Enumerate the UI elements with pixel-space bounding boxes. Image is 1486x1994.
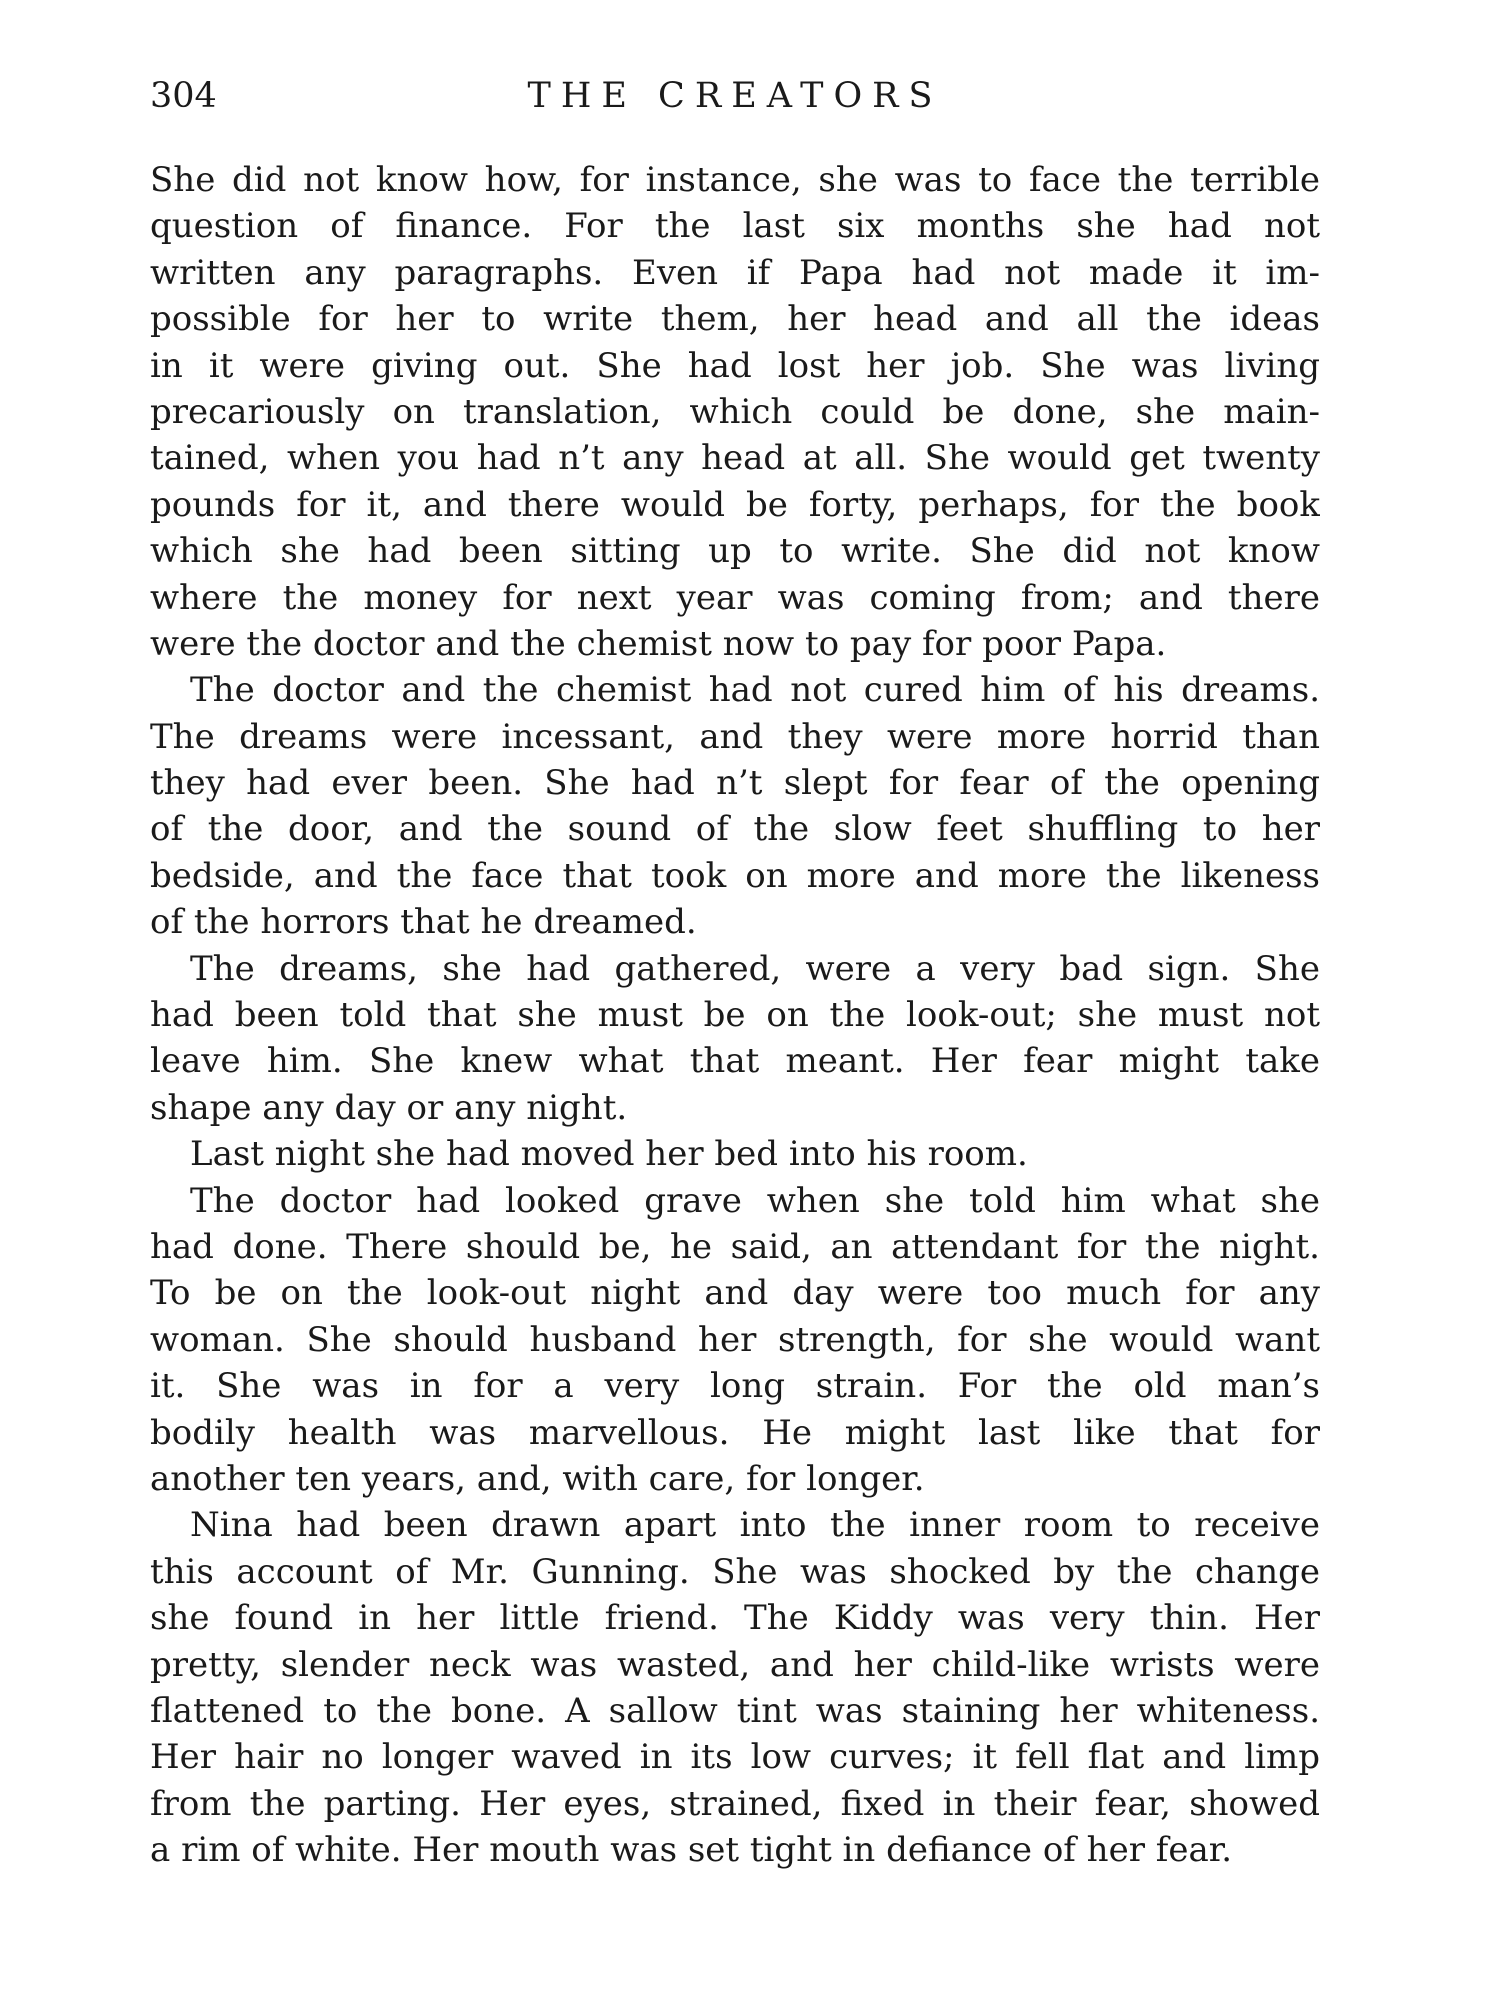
text-line: woman. She should husband her strength, for she would want [150, 1319, 1320, 1360]
text-line: were the doctor and the chemist now to pay for poor Papa. [150, 623, 1167, 664]
text-line: had done. There should be, he said, an attendant for the night. [150, 1226, 1320, 1267]
text-line: which she had been sitting up to write. She did not know [150, 531, 1320, 572]
text-line: The doctor and the chemist had not cured him of his dreams. [190, 670, 1320, 711]
page-number: 304 [150, 76, 217, 116]
text-line: of the door, and the sound of the slow feet shuffling to her [150, 809, 1320, 850]
text-line: bodily health was marvellous. He might last like that for [150, 1412, 1320, 1453]
text-line: flattened to the bone. A sallow tint was staining her whiteness. [150, 1690, 1320, 1731]
text-line: Her hair no longer waved in its low curves; it fell flat and limp [150, 1737, 1320, 1778]
paragraph [150, 157, 1320, 667]
paragraph [150, 1178, 1320, 1503]
text-line: The doctor had looked grave when she told him what she [190, 1180, 1320, 1221]
text-line: She did not know how, for instance, she was to face the terrible [150, 160, 1320, 200]
text-line: had been told that she must be on the look-out; she must not [150, 995, 1320, 1036]
text-line: pretty, slender neck was wasted, and her child-like wrists were [150, 1644, 1320, 1685]
text-line: possible for her to write them, her head and all the ideas [150, 299, 1320, 340]
text-line: The dreams, she had gathered, were a very bad sign. She [190, 948, 1320, 989]
text-line: Nina had been drawn apart into the inner room to receive [190, 1505, 1320, 1546]
text-line: this account of Mr. Gunning. She was shocked by the change [150, 1551, 1320, 1592]
text-line: written any paragraphs. Even if Papa had not made it im- [150, 252, 1320, 293]
text-line: pounds for it, and there would be forty, perhaps, for the book [150, 484, 1320, 525]
text-line: bedside, and the face that took on more and more the likeness [150, 855, 1320, 896]
text-line: a rim of white. Her mouth was set tight in defiance of her fear. [150, 1830, 1233, 1871]
text-line: precariously on translation, which could be done, she main- [150, 391, 1320, 432]
text-line: another ten years, and, with care, for longer. [150, 1458, 925, 1499]
body-text [150, 157, 1320, 1873]
text-line: from the parting. Her eyes, strained, fixed in their fear, showed [150, 1783, 1320, 1824]
text-line: she found in her little friend. The Kiddy was very thin. Her [150, 1598, 1320, 1639]
text-line: they had ever been. She had n’t slept for fear of the opening [150, 763, 1320, 804]
paragraph [150, 1502, 1320, 1873]
text-line: in it were giving out. She had lost her job. She was living [150, 345, 1320, 386]
text-line: tained, when you had n’t any head at all. She would get twenty [150, 438, 1320, 479]
text-line: where the money for next year was coming from; and there [150, 577, 1320, 618]
text-line: it. She was in for a very long strain. For the old man’s [150, 1366, 1320, 1407]
running-head [150, 66, 1320, 126]
book-title: THE CREATORS [527, 76, 943, 116]
text-line: question of finance. For the last six months she had not [150, 206, 1320, 247]
text-line: To be on the look-out night and day were too much for any [150, 1273, 1320, 1314]
text-line: of the horrors that he dreamed. [150, 902, 697, 943]
text-line: Last night she had moved her bed into his room. [190, 1134, 1028, 1175]
paragraph [150, 1131, 1320, 1177]
text-line: The dreams were incessant, and they were more horrid than [150, 716, 1320, 757]
paragraph [150, 667, 1320, 945]
text-line: leave him. She knew what that meant. Her fear might take [150, 1041, 1320, 1082]
paragraph [150, 946, 1320, 1132]
text-line: shape any day or any night. [150, 1087, 628, 1128]
